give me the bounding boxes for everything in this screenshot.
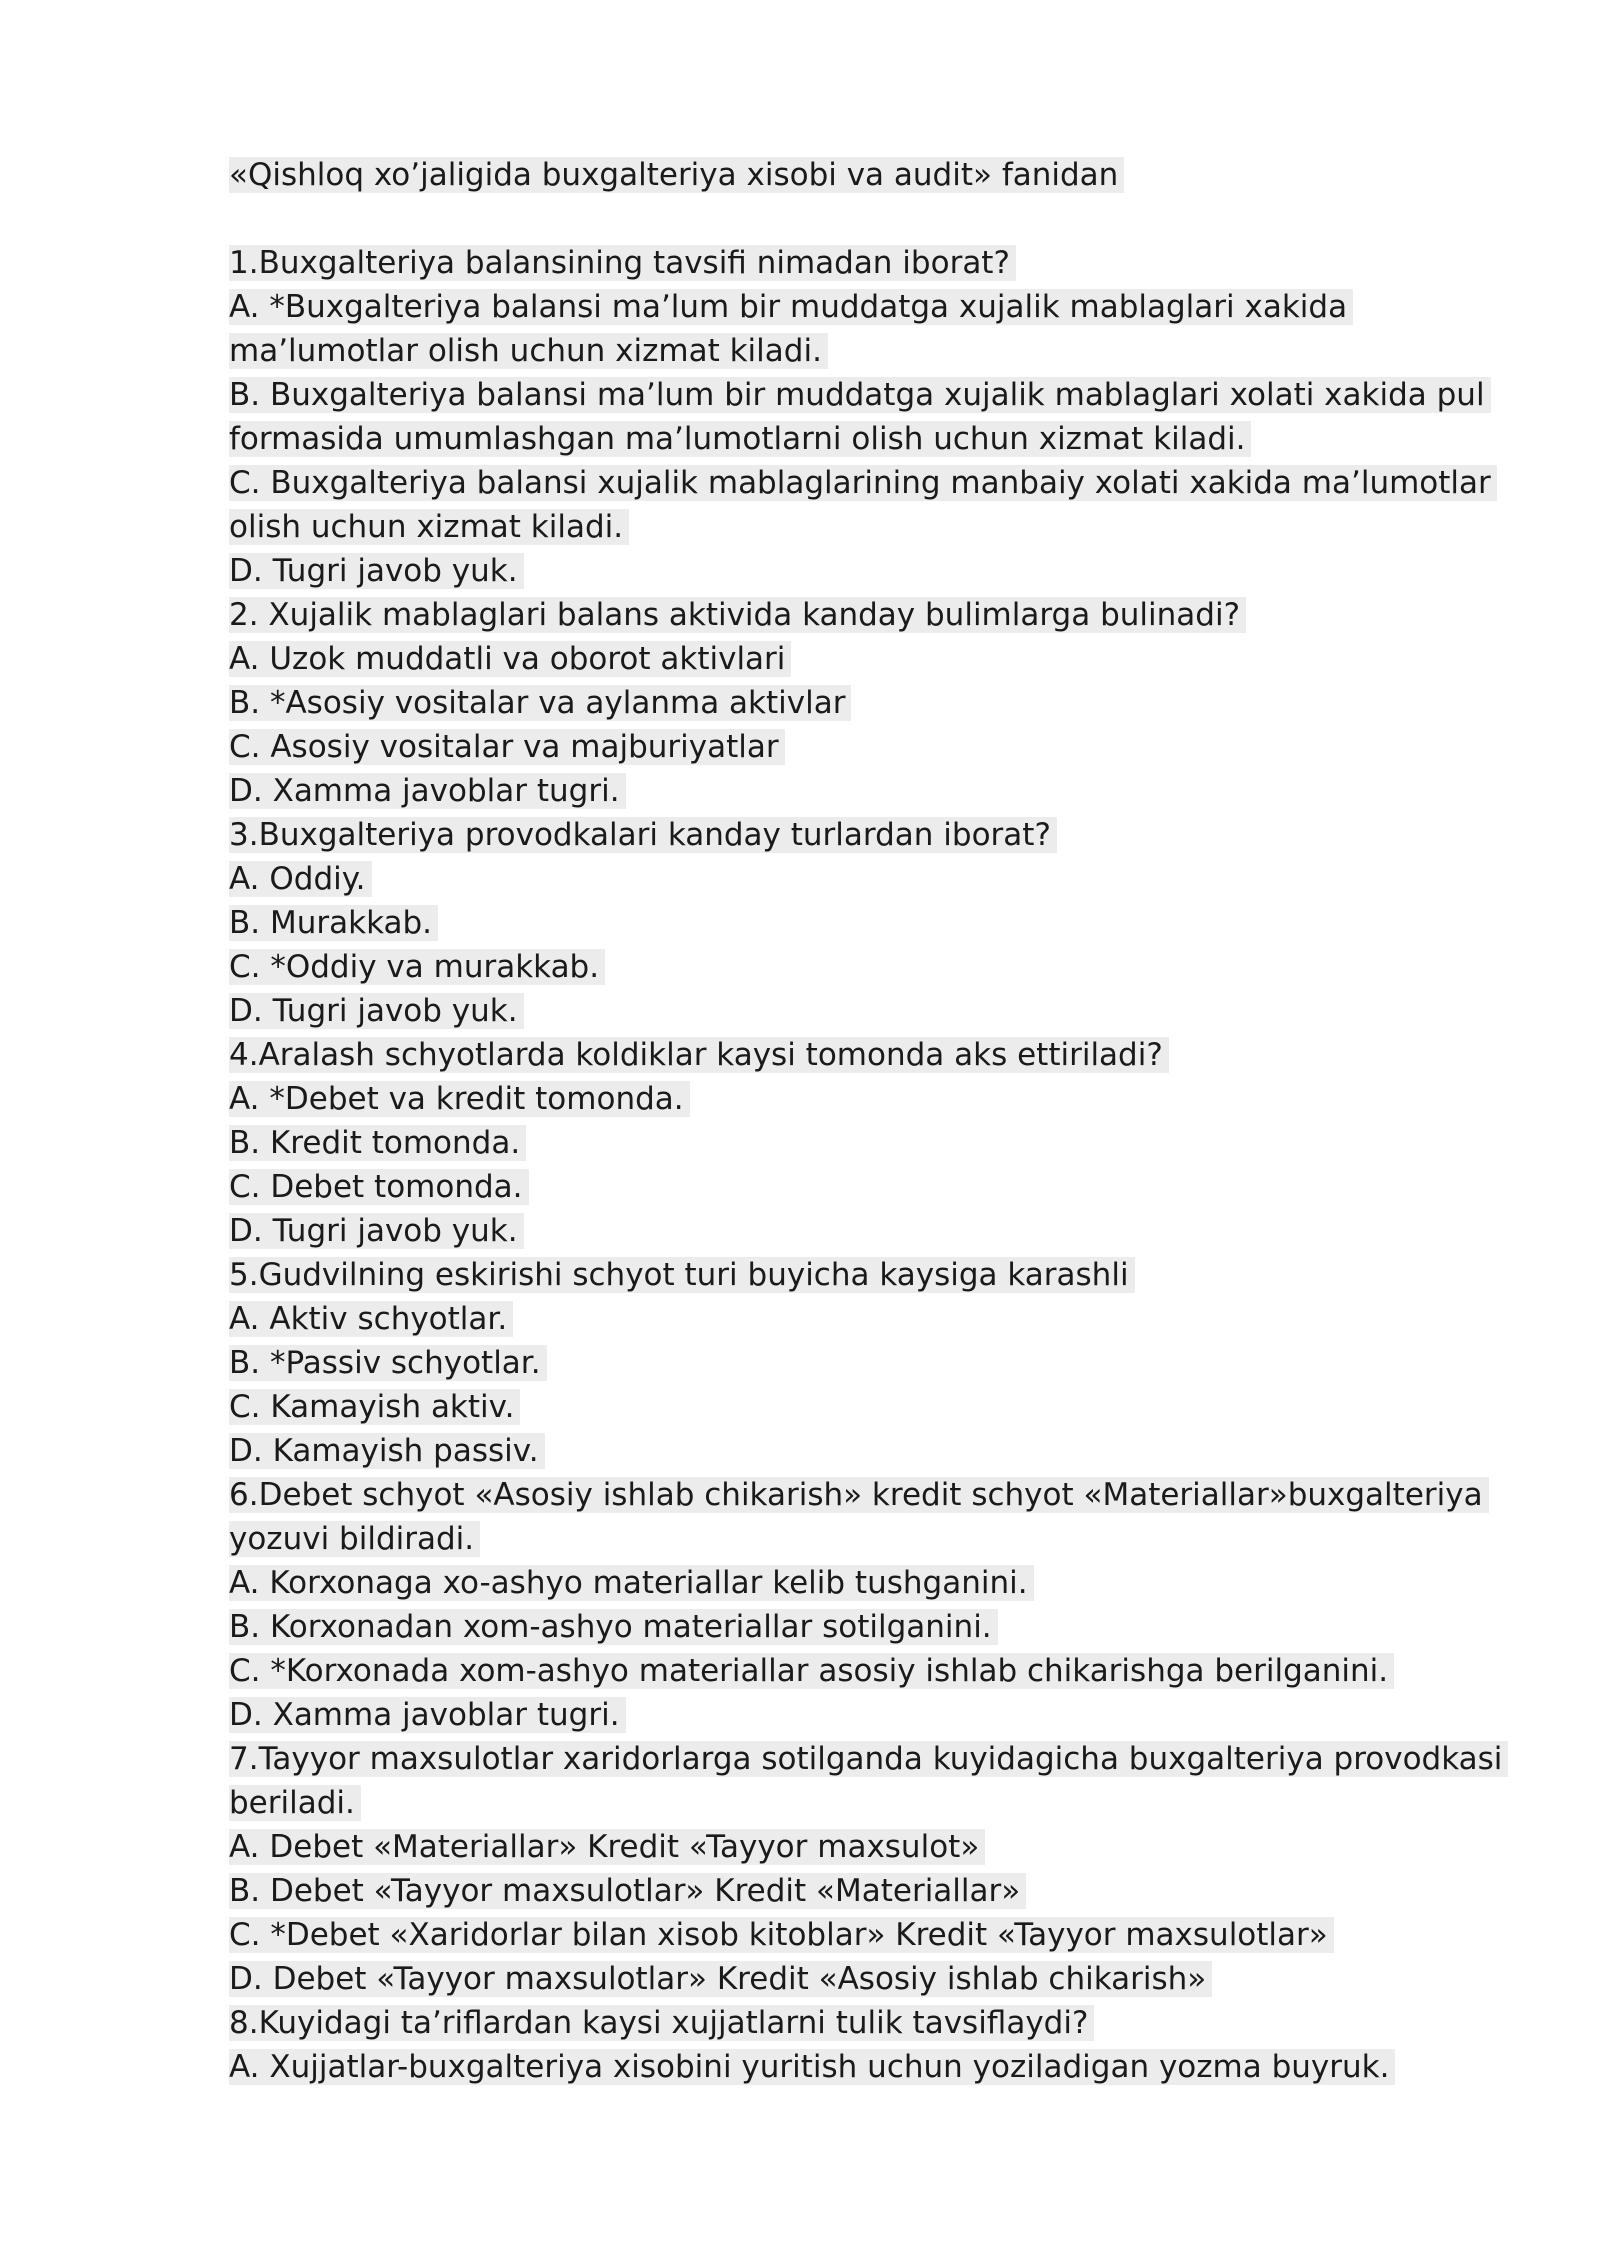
answer-option: A. *Debet va kredit tomonda. [229, 1081, 690, 1117]
question-text: yozuvi bildiradi. [229, 1521, 480, 1557]
answer-option-line [229, 285, 1529, 329]
answer-option-line [229, 945, 1529, 989]
question-text: 8.Kuyidagi ta’riflardan kaysi xujjatlarni tulik tavsiflaydi? [229, 2005, 1094, 2041]
question-text: 2. Xujalik mablaglari balans aktivida kanday bulimlarga bulinadi? [229, 597, 1246, 633]
answer-option-line [229, 1121, 1529, 1165]
question-text-line [229, 1253, 1529, 1297]
question-list [229, 241, 1529, 2089]
answer-option: B. Kredit tomonda. [229, 1125, 526, 1161]
answer-option: D. Tugri javob yuk. [229, 1213, 524, 1249]
answer-option-line [229, 549, 1529, 593]
answer-option-line [229, 1297, 1529, 1341]
answer-option-line [229, 1429, 1529, 1473]
answer-option: B. Buxgalteriya balansi ma’lum bir muddatga xujalik mablaglari xolati xakida pul [229, 377, 1491, 413]
question-block [229, 1737, 1529, 2001]
question-text-line [229, 1473, 1529, 1517]
answer-option: A. Korxonaga xo-ashyo materiallar kelib tushganini. [229, 1565, 1034, 1601]
answer-option-line [229, 1825, 1529, 1869]
answer-option-line [229, 417, 1529, 461]
answer-option: C. Debet tomonda. [229, 1169, 529, 1205]
answer-option-line [229, 1957, 1529, 2001]
question-text: 5.Gudvilning eskirishi schyot turi buyicha kaysiga karashli [229, 1257, 1135, 1293]
answer-option: B. Murakkab. [229, 905, 438, 941]
answer-option-line [229, 901, 1529, 945]
answer-option-line [229, 2045, 1529, 2089]
answer-option: formasida umumlashgan ma’lumotlarni olish uchun xizmat kiladi. [229, 421, 1251, 457]
answer-option-line [229, 461, 1529, 505]
answer-option: A. Xujjatlar-buxgalteriya xisobini yuritish uchun yoziladigan yozma buyruk. [229, 2049, 1395, 2085]
question-text: 4.Aralash schyotlarda koldiklar kaysi tomonda aks ettiriladi? [229, 1037, 1169, 1073]
answer-option: D. Tugri javob yuk. [229, 553, 524, 589]
question-text: 7.Tayyor maxsulotlar xaridorlarga sotilganda kuyidagicha buxgalteriya provodkasi [229, 1741, 1508, 1777]
answer-option: C. Asosiy vositalar va majburiyatlar [229, 729, 785, 765]
answer-option: A. *Buxgalteriya balansi ma’lum bir muddatga xujalik mablaglari xakida [229, 289, 1353, 325]
answer-option: olish uchun xizmat kiladi. [229, 509, 629, 545]
answer-option-line [229, 1165, 1529, 1209]
answer-option: B. *Asosiy vositalar va aylanma aktivlar [229, 685, 851, 721]
answer-option-line [229, 1341, 1529, 1385]
answer-option: D. Xamma javoblar tugri. [229, 773, 626, 809]
answer-option: C. *Oddiy va murakkab. [229, 949, 605, 985]
answer-option: D. Debet «Tayyor maxsulotlar» Kredit «Asosiy ishlab chikarish» [229, 1961, 1212, 1997]
question-text-line [229, 1737, 1529, 1781]
question-block [229, 813, 1529, 1033]
answer-option: C. *Debet «Xaridorlar bilan xisob kitoblar» Kredit «Tayyor maxsulotlar» [229, 1917, 1334, 1953]
answer-option: ma’lumotlar olish uchun xizmat kiladi. [229, 333, 828, 369]
answer-option-line [229, 637, 1529, 681]
question-block [229, 2001, 1529, 2089]
answer-option-line [229, 769, 1529, 813]
answer-option: A. Debet «Materiallar» Kredit «Tayyor maxsulot» [229, 1829, 985, 1865]
answer-option: A. Oddiy. [229, 861, 372, 897]
answer-option-line [229, 1077, 1529, 1121]
question-text-line [229, 1517, 1529, 1561]
answer-option: A. Aktiv schyotlar. [229, 1301, 513, 1337]
question-text-line [229, 1781, 1529, 1825]
question-block [229, 1253, 1529, 1473]
question-text: 6.Debet schyot «Asosiy ishlab chikarish» kredit schyot «Materiallar»buxgalteriya [229, 1477, 1489, 1513]
answer-option-line [229, 725, 1529, 769]
answer-option-line [229, 329, 1529, 373]
question-text-line [229, 593, 1529, 637]
document-page [229, 153, 1529, 2089]
answer-option: B. Korxonadan xom-ashyo materiallar sotilganini. [229, 1609, 998, 1645]
question-text: beriladi. [229, 1785, 361, 1821]
question-block [229, 241, 1529, 593]
answer-option: C. *Korxonada xom-ashyo materiallar asosiy ishlab chikarishga berilganini. [229, 1653, 1394, 1689]
document-title-line [229, 153, 1529, 197]
answer-option-line [229, 1605, 1529, 1649]
question-text-line [229, 1033, 1529, 1077]
question-block [229, 1473, 1529, 1737]
answer-option-line [229, 989, 1529, 1033]
question-text-line [229, 241, 1529, 285]
answer-option: B. Debet «Tayyor maxsulotlar» Kredit «Materiallar» [229, 1873, 1026, 1909]
question-text: 1.Buxgalteriya balansining tavsifi nimadan iborat? [229, 245, 1016, 281]
answer-option-line [229, 1913, 1529, 1957]
answer-option: C. Kamayish aktiv. [229, 1389, 520, 1425]
answer-option: B. *Passiv schyotlar. [229, 1345, 547, 1381]
answer-option-line [229, 1209, 1529, 1253]
question-text-line [229, 2001, 1529, 2045]
question-block [229, 1033, 1529, 1253]
question-text-line [229, 813, 1529, 857]
answer-option-line [229, 1693, 1529, 1737]
answer-option: D. Tugri javob yuk. [229, 993, 524, 1029]
answer-option-line [229, 1869, 1529, 1913]
answer-option-line [229, 681, 1529, 725]
answer-option: A. Uzok muddatli va oborot aktivlari [229, 641, 791, 677]
answer-option-line [229, 1649, 1529, 1693]
answer-option-line [229, 857, 1529, 901]
answer-option: D. Kamayish passiv. [229, 1433, 545, 1469]
document-title: «Qishloq xo’jaligida buxgalteriya xisobi va audit» fanidan [229, 157, 1124, 193]
answer-option-line [229, 373, 1529, 417]
answer-option-line [229, 505, 1529, 549]
question-text: 3.Buxgalteriya provodkalari kanday turlardan iborat? [229, 817, 1057, 853]
answer-option: D. Xamma javoblar tugri. [229, 1697, 626, 1733]
answer-option-line [229, 1385, 1529, 1429]
question-block [229, 593, 1529, 813]
spacer [229, 197, 1529, 241]
answer-option: C. Buxgalteriya balansi xujalik mablaglarining manbaiy xolati xakida ma’lumotlar [229, 465, 1497, 501]
answer-option-line [229, 1561, 1529, 1605]
